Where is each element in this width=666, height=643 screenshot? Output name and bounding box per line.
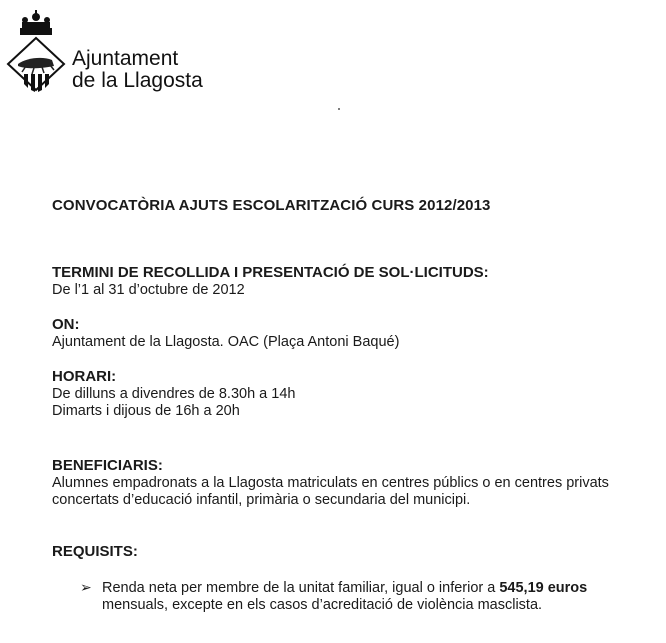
list-item	[80, 580, 640, 614]
coat-of-arms-icon	[6, 8, 66, 100]
section-text: Alumnes empadronats a la Llagosta matriculats en centres públics o en centres privats	[52, 475, 609, 491]
section-on	[52, 316, 399, 351]
org-name-line1: Ajuntament	[72, 47, 179, 70]
section-beneficiaris	[52, 457, 609, 509]
section-text: De l’1 al 31 d’octubre de 2012	[52, 282, 245, 298]
section-heading: ON:	[52, 316, 80, 333]
org-name-line2: de la Llagosta	[72, 69, 203, 92]
scan-speck	[338, 108, 340, 110]
section-text: Ajuntament de la Llagosta. OAC (Plaça Antoni Baqué)	[52, 334, 400, 350]
letterhead	[6, 8, 306, 108]
arrow-bullet-icon: ➢	[80, 579, 92, 595]
section-requisits	[52, 543, 138, 561]
income-limit-amount: 545,19 euros	[499, 580, 588, 596]
section-heading: TERMINI DE RECOLLIDA I PRESENTACIÓ DE SOL·LICITUDS:	[52, 264, 489, 281]
section-heading: BENEFICIARIS:	[52, 457, 163, 474]
section-text: concertats d’educació infantil, primària o secundaria del municipi.	[52, 492, 471, 508]
section-heading: REQUISITS:	[52, 543, 138, 560]
requirement-text: Renda neta per membre de la unitat familiar, igual o inferior a	[102, 580, 500, 596]
document-title: CONVOCATÒRIA AJUTS ESCOLARITZACIÓ CURS 2012/2013	[52, 197, 491, 214]
section-heading: HORARI:	[52, 368, 117, 385]
section-termini	[52, 264, 489, 299]
section-text: Dimarts i dijous de 16h a 20h	[52, 403, 240, 419]
requirement-text-cont: mensuals, excepte en els casos d’acreditació de violència masclista.	[102, 597, 543, 613]
section-text: De dilluns a divendres de 8.30h a 14h	[52, 386, 296, 402]
requirements-list	[80, 580, 640, 614]
organization-name	[72, 48, 203, 92]
section-horari	[52, 368, 295, 420]
